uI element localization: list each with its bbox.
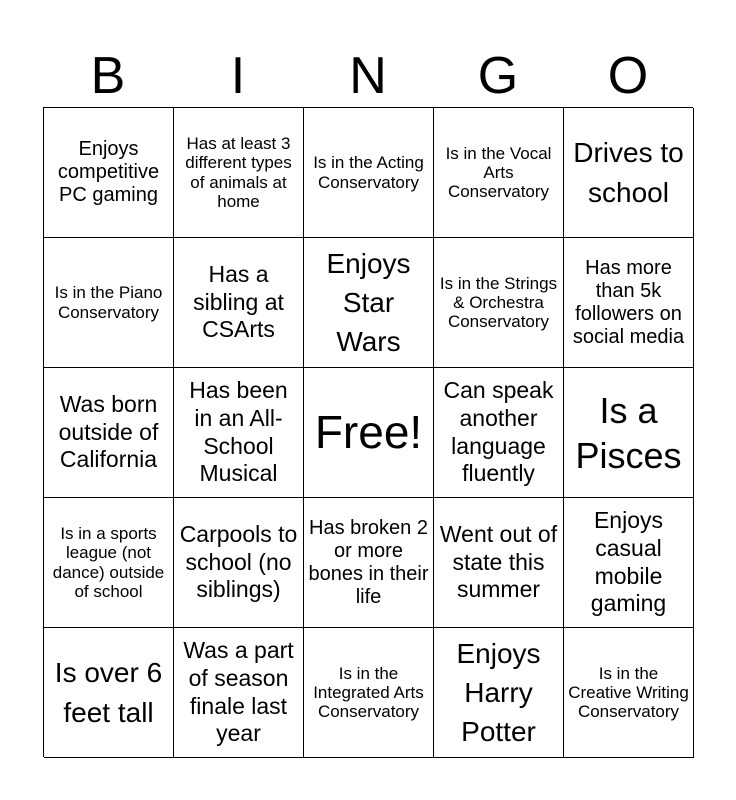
bingo-cell-r5c2: Was a part of season finale last year <box>174 628 304 758</box>
bingo-cell-r4c3: Has broken 2 or more bones in their life <box>304 498 434 628</box>
bingo-cell-r3c5: Is a Pisces <box>564 368 694 498</box>
header-letter-n: N <box>349 47 387 105</box>
bingo-cell-r4c4: Went out of state this summer <box>434 498 564 628</box>
bingo-cell-r1c3: Is in the Acting Conservatory <box>304 108 434 238</box>
bingo-cell-r2c3: Enjoys Star Wars <box>304 238 434 368</box>
bingo-cell-r5c3: Is in the Integrated Arts Conservatory <box>304 628 434 758</box>
bingo-cell-r4c1: Is in a sports league (not dance) outside of school <box>44 498 174 628</box>
header-letter-i: I <box>230 47 246 105</box>
bingo-cell-r4c5: Enjoys casual mobile gaming <box>564 498 694 628</box>
bingo-cell-free-space: Free! <box>304 368 434 498</box>
bingo-cell-r1c1: Enjoys competitive PC gaming <box>44 108 174 238</box>
bingo-cell-r2c4: Is in the Strings & Orchestra Conservatory <box>434 238 564 368</box>
header-letter-o: O <box>607 47 649 105</box>
bingo-header <box>43 44 693 108</box>
bingo-cell-r1c2: Has at least 3 different types of animals at home <box>174 108 304 238</box>
bingo-cell-r5c4: Enjoys Harry Potter <box>434 628 564 758</box>
bingo-cell-r5c1: Is over 6 feet tall <box>44 628 174 758</box>
bingo-cell-r5c5: Is in the Creative Writing Conservatory <box>564 628 694 758</box>
bingo-cell-r3c1: Was born outside of California <box>44 368 174 498</box>
bingo-cell-r1c5: Drives to school <box>564 108 694 238</box>
header-letter-g: G <box>477 47 519 105</box>
bingo-cell-r4c2: Carpools to school (no siblings) <box>174 498 304 628</box>
bingo-cell-r2c2: Has a sibling at CSArts <box>174 238 304 368</box>
bingo-card-grid <box>43 107 693 757</box>
bingo-cell-r3c4: Can speak another language fluently <box>434 368 564 498</box>
bingo-cell-r3c2: Has been in an All-School Musical <box>174 368 304 498</box>
bingo-cell-r2c1: Is in the Piano Conservatory <box>44 238 174 368</box>
bingo-cell-r2c5: Has more than 5k followers on social media <box>564 238 694 368</box>
header-letter-b: B <box>90 47 126 105</box>
bingo-cell-r1c4: Is in the Vocal Arts Conservatory <box>434 108 564 238</box>
